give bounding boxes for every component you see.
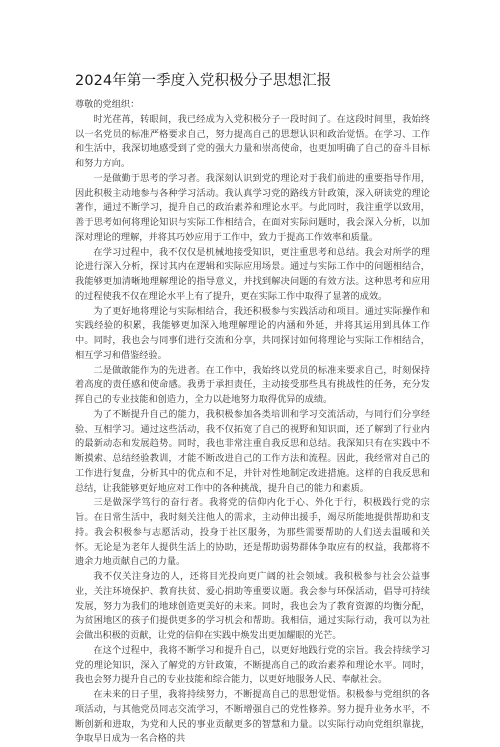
paragraph: 为了不断提升自己的能力，我积极参加各类培训和学习交流活动，与同行们分享经验、互相学习。通过这些活动，我不仅拓宽了自己的视野和知识面，还了解到了行业内的最新动态和发展趋势。同时，我也非常注重自我反思和总结。我深知只有在实践中不断摸索、总结经验教训，才能不断改进自己的工作方法和流程。因此，我经常对自己的工作进行复盘，分析其中的优点和不足，并针对性地制定改进措施。这样的自我反思和总结，让我能够更好地应对工作中的各种挑战，提升自己的能力和素质。 (75, 408, 430, 494)
paragraph: 为了更好地将理论与实际相结合，我还积极参与实践活动和项目。通过实际操作和实践经验的积累，我能够更加深入地理解理论的内涵和外延，并将其运用到具体工作中。同时，我也会与同事们进行交流和分享，共同探讨如何将理论与实际工作相结合，相互学习和借鉴经验。 (75, 305, 430, 361)
paragraph: 时光荏苒，转眼间，我已经成为入党积极分子一段时间了。在这段时间里，我始终以一名党员的标准严格要求自己，努力提高自己的思想认识和政治觉悟。在学习、工作和生活中，我深切地感受到了党的强大力量和崇高使命，也更加明确了自己的奋斗目标和努力方向。 (75, 113, 430, 169)
document-body (75, 98, 430, 747)
document-title: 2024年第一季度入党积极分子思想汇报 (75, 73, 332, 89)
paragraph: 一是做勤于思考的学习者。我深刻认识到党的理论对于我们前进的重要指导作用，因此积极主动地参与各种学习活动。我认真学习党的路线方针政策，深入研读党的理论著作，通过不断学习，提升自己的政治素养和理论水平。与此同时，我注重学以致用，善于思考如何将理论知识与实际工作相结合，在面对实际问题时，我会深入分析，以加深对理论的理解，并将其巧妙应用于工作中，致力于提高工作效率和质量。 (75, 172, 430, 243)
paragraph: 二是做敢能作为的先进者。在工作中，我始终以党员的标准来要求自己，时刻保持着高度的责任感和使命感。我勇于承担责任，主动接受那些具有挑战性的任务，充分发挥自己的专业技能和创造力，全力以赴地努力取得优异的成绩。 (75, 364, 430, 405)
salutation: 尊敬的党组织： (75, 99, 140, 110)
paragraph: 在未来的日子里，我将持续努力，不断提高自己的思想觉悟。积极参与党组织的各项活动，与其他党员同志交流学习，不断增强自己的党性修养。努力提升业务水平，不断创新和进取，为党和人民的事业贡献更多的智慧和力量。以实际行动向党组织靠拢，争取早日成为一名合格的共 (75, 689, 430, 745)
paragraph: 三是做深学笃行的奋行者。我将党的信仰内化于心、外化于行，积极践行党的宗旨。在日常生活中，我时刻关注他人的需求，主动伸出援手，竭尽所能地提供帮助和支持。我会积极参与志愿活动，投身于社区服务，为那些需要帮助的人们送去温暖和关怀。无论是为老年人提供生活上的协助，还是帮助弱势群体争取应有的权益，我都将不遗余力地贡献自己的力量。 (75, 497, 430, 568)
paragraph: 在这个过程中，我将不断学习和提升自己，以更好地践行党的宗旨。我会持续学习党的理论知识，深入了解党的方针政策，不断提高自己的政治素养和理论水平。同时，我也会努力提升自己的专业技能和综合能力，以更好地服务人民、奉献社会。 (75, 644, 430, 686)
paragraph: 我不仅关注身边的人，还将目光投向更广阔的社会领域。我积极参与社会公益事业，关注环境保护、教育扶贫、爱心捐助等重要议题。我会参与环保活动，倡导可持续发展，努力为我们的地球创造更美好的未来。同时，我也会为了教育资源的均衡分配，为贫困地区的孩子们提供更多的学习机会和帮助。我相信，通过实际行动，我可以为社会做出积极的贡献，让党的信仰在实践中焕发出更加耀眼的光芒。 (75, 571, 430, 641)
paragraph: 在学习过程中，我不仅仅是机械地接受知识，更注重思考和总结。我会对所学的理论进行深入分析，探讨其内在逻辑和实际应用场景。通过与实际工作中的问题相结合，我能够更加清晰地理解理论的指导意义，并找到解决问题的有效方法。这种思考和应用的过程使我不仅在理论水平上有了提升，更在实际工作中取得了显著的成效。 (75, 246, 430, 302)
